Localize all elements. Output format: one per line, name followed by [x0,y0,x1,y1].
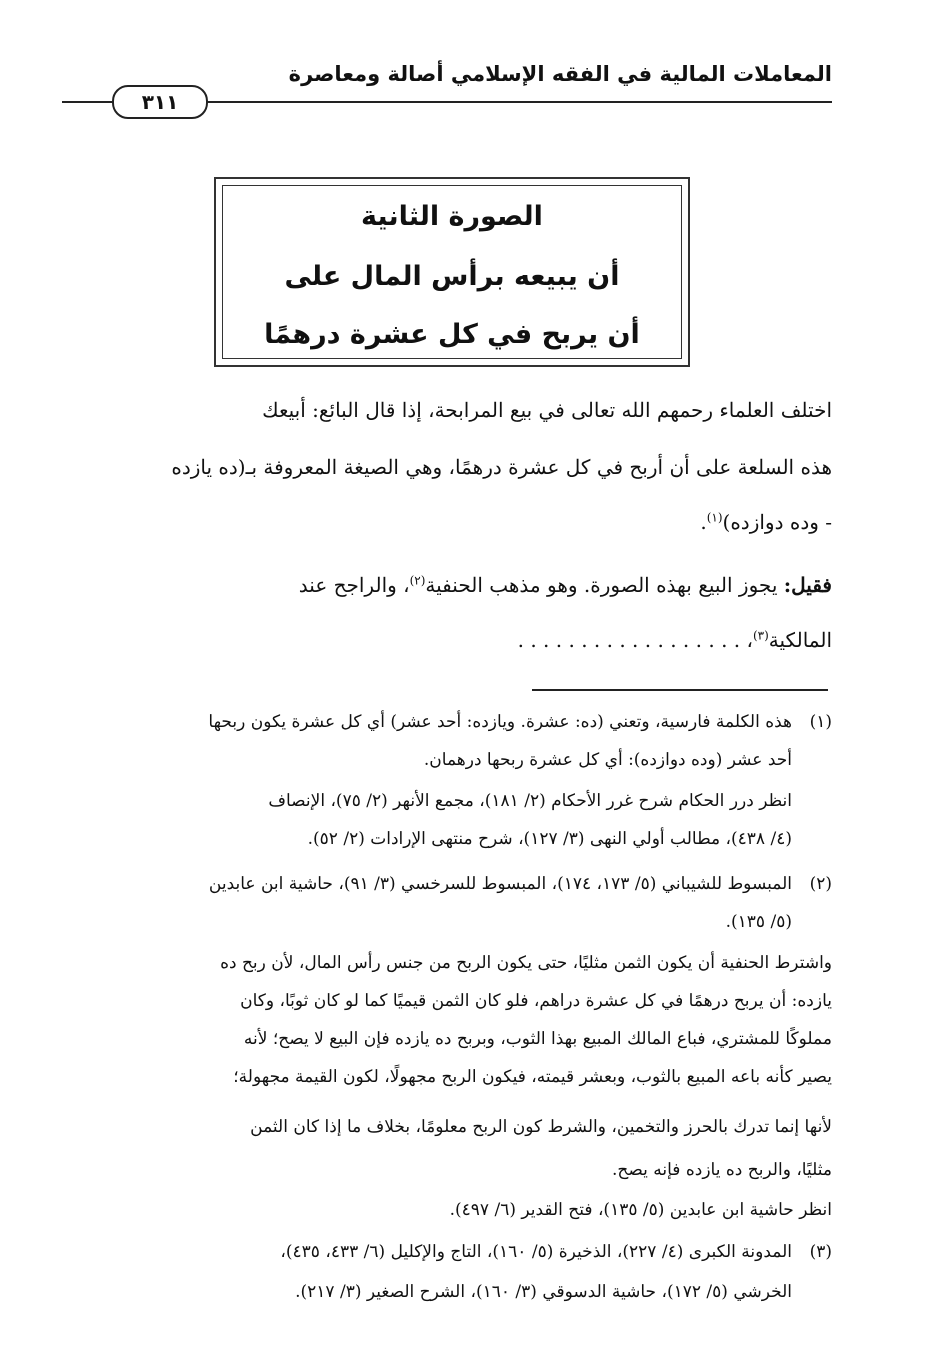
footnote-1-line-3: انظر درر الحكام شرح غرر الأحكام (٢/ ١٨١)، مجمع الأنهر (٢/ ٧٥)، الإنصاف [268,791,792,811]
footnote-2-line-3: واشترط الحنفية أن يكون الثمن مثليًا، حتى يكون الربح من جنس رأس المال، لأن ربح ده [220,953,832,973]
body-line-5-dots: . . . . . . . . . . . . . . . . . . [517,628,741,652]
page-number: ٣١١ [112,85,208,119]
footnote-ref-2[interactable]: (٢) [409,573,426,588]
body-line-3 [62,510,832,534]
footnote-1-line-4: (٤/ ٤٣٨)، مطالب أولي النهى (٣/ ١٢٧)، شرح منتهى الإرادات (٢/ ٥٢). [307,829,792,849]
section-title-line-1: الصورة الثانية [361,201,543,232]
footnote-2-line-1: المبسوط للشيباني (٥/ ١٧٣، ١٧٤)، المبسوط للسرخسي (٣/ ٩١)، حاشية ابن عابدين [208,874,792,894]
footnote-2-line-9: انظر حاشية ابن عابدين (٥/ ١٣٥)، فتح القدير (٦/ ٤٩٧). [449,1200,832,1220]
footnote-3-line-1: المدونة الكبرى (٤/ ٢٢٧)، الذخيرة (٥/ ١٦٠)، التاج والإكليل (٦/ ٤٣٣، ٤٣٥)، [280,1242,792,1262]
footnote-1-number: (١) [809,712,832,732]
section-title-line-3: أن يربح في كل عشرة درهمًا [264,319,640,350]
footnote-2-line-7: لأنها إنما تدرك بالحرز والتخمين، والشرط كون الربح معلومًا، بخلاف ما إذا كان الثمن [250,1117,832,1137]
body-line-5 [62,628,832,652]
footnote-2-line-4: يازده: أن يربح درهمًا في كل عشرة دراهم، فلو كان الثمن قيميًا كما لو كان ثوبًا، وكان [240,991,832,1011]
footnote-2-number: (٢) [809,874,832,894]
footnote-ref-3[interactable]: (٣) [752,628,769,643]
footnote-3-line-2: الخرشي (٥/ ١٧٢)، حاشية الدسوقي (٣/ ١٦٠)، الشرح الصغير (٣/ ٢١٧). [295,1282,792,1302]
running-title: المعاملات المالية في الفقه الإسلامي أصالة ومعاصرة [288,62,832,86]
footnote-2-line-6: يصير كأنه باعه المبيع بالثوب، وبعشر قيمته، فيكون الربح مجهولًا، لكون القيمة مجهولة؛ [233,1067,832,1087]
body-line-4 [62,573,832,597]
body-line-5-end: ، [746,628,753,652]
footnote-2-line-5: مملوكًا للمشتري، فباع المالك المبيع بهذا الثوب، وبربح ده يازده فإن البيع لا يصح؛ لأنه [243,1029,832,1049]
footnote-1-line-1: هذه الكلمة فارسية، وتعني (ده: عشرة. ويازده: أحد عشر) أي كل عشرة يكون ربحها [208,712,792,732]
body-line-3-end: . [700,510,707,534]
footnote-1-line-2: أحد عشر (وده دوازده): أي كل عشرة ربحها درهمان. [423,750,792,770]
footnote-2-line-8: مثليًا، والربح ده يازده فإنه يصح. [612,1160,832,1180]
body-line-2: هذه السلعة على أن أربح في كل عشرة درهمًا، وهي الصيغة المعروفة بـ(ده يازده [171,455,832,479]
footnote-3-number: (٣) [809,1242,832,1262]
footnote-separator [532,689,828,691]
body-line-1: اختلف العلماء رحمهم الله تعالى في بيع المرابحة، إذا قال البائع: أبيعك [262,398,832,422]
body-line-4-lead: فقيل: [783,573,832,597]
footnote-2-line-2: (٥/ ١٣٥). [725,912,792,932]
body-line-3-text: - وده دوازده) [722,510,832,534]
footnote-ref-1[interactable]: (١) [706,510,723,525]
body-line-4-end: ، والراجح عند [298,573,410,597]
body-line-4-text: يجوز البيع بهذه الصورة. وهو مذهب الحنفية [425,573,784,597]
section-title-line-2: أن يبيعه برأس المال على [284,261,620,292]
section-title-box [214,177,690,367]
body-line-5-text: المالكية [768,628,832,652]
